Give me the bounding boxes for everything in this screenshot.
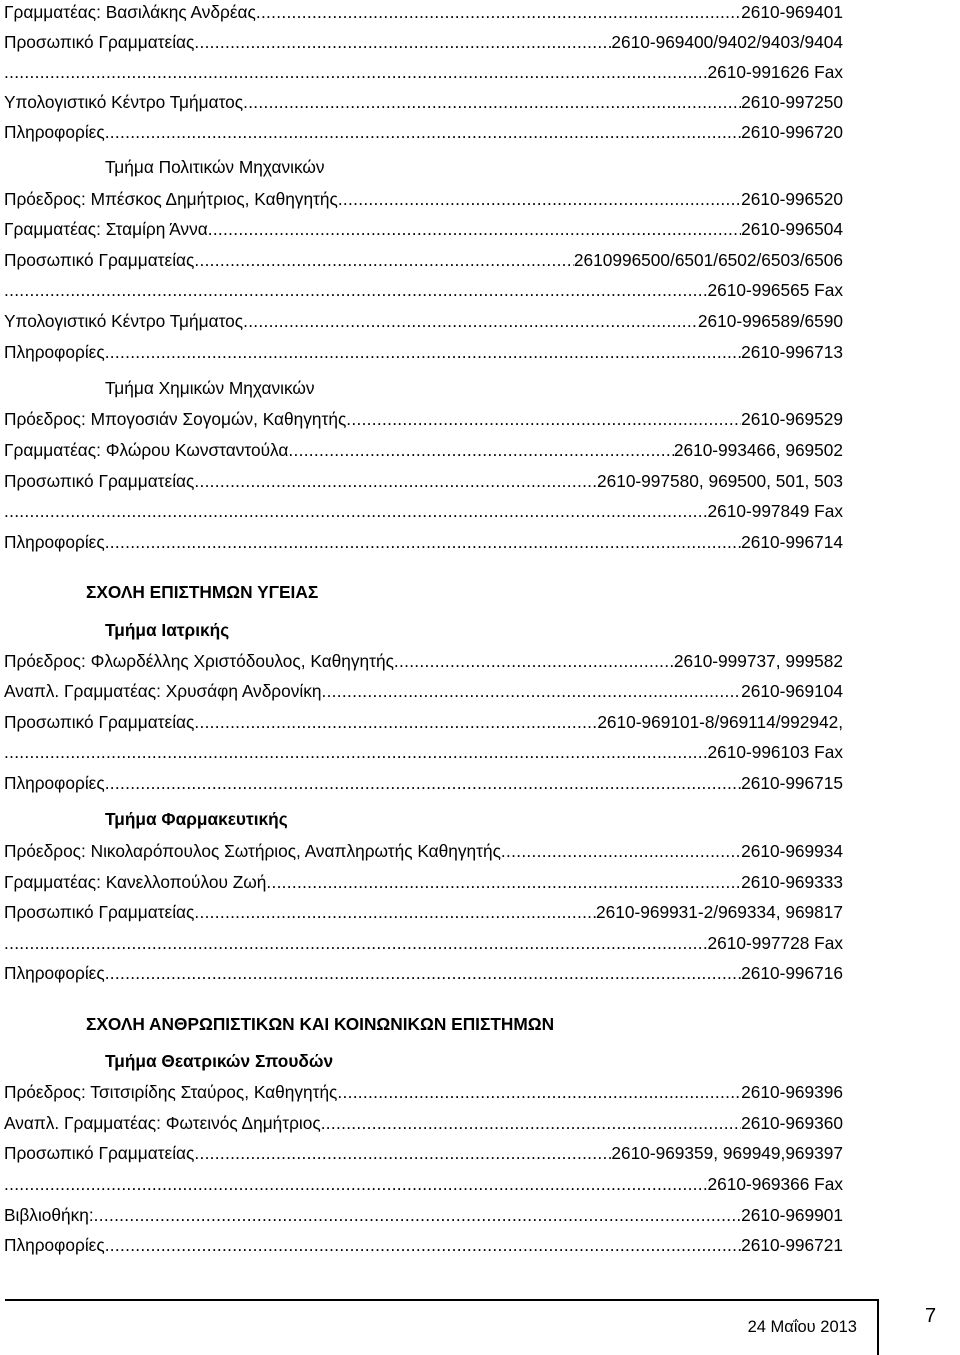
dot-leader — [288, 440, 673, 461]
entry-phone: 2610-996716 — [741, 963, 843, 983]
entry-label: Πρόεδρος: Νικολαρόπουλος Σωτήριος, Αναπληρωτής Καθηγητής — [4, 841, 501, 861]
dot-leader — [194, 902, 596, 923]
entry-label: Αναπλ. Γραμματέας: Χρυσάφη Ανδρονίκη — [4, 681, 322, 701]
directory-entry — [4, 1143, 843, 1165]
dot-leader — [256, 2, 741, 23]
directory-entry — [4, 1113, 843, 1135]
dot-leader — [501, 841, 741, 862]
entry-label: Προσωπικό Γραμματείας — [4, 250, 195, 270]
entry-phone: 2610-969901 — [741, 1205, 843, 1225]
entry-phone: 2610-996520 — [741, 189, 843, 209]
entry-label: Γραμματέας: Σταμίρη Άννα — [4, 219, 208, 239]
dot-leader — [4, 933, 708, 954]
department-heading: Τμήμα Φαρμακευτικής — [105, 809, 288, 829]
entry-label: Πληροφορίες — [4, 342, 105, 362]
directory-entry — [4, 1205, 843, 1227]
dot-leader — [321, 681, 741, 702]
entry-phone: 2610-996103 Fax — [707, 742, 843, 762]
directory-entry — [4, 409, 843, 431]
directory-entry — [4, 681, 843, 703]
entry-phone: 2610-997728 Fax — [707, 933, 843, 953]
department-heading: Τμήμα Θεατρικών Σπουδών — [105, 1051, 334, 1071]
entry-label: Γραμματέας: Βασιλάκης Ανδρέας — [4, 2, 256, 22]
entry-phone: 2610-996715 — [741, 773, 843, 793]
dot-leader — [194, 32, 611, 53]
directory-entry — [4, 122, 843, 144]
directory-entry — [4, 189, 843, 211]
footer-date: 24 Μαΐου 2013 — [747, 1318, 857, 1336]
entry-phone: 2610-996721 — [741, 1235, 843, 1255]
entry-phone: 2610-996714 — [741, 532, 843, 552]
directory-entry — [4, 773, 843, 795]
directory-entry — [4, 1082, 843, 1104]
directory-entry — [4, 311, 843, 333]
directory-entry — [4, 440, 843, 462]
dot-leader — [337, 1082, 741, 1103]
entry-label: Πληροφορίες — [4, 773, 105, 793]
entry-label: Αναπλ. Γραμματέας: Φωτεινός Δημήτριος — [4, 1113, 321, 1133]
entry-label: Υπολογιστικό Κέντρο Τμήματος — [4, 311, 244, 331]
entry-phone: 2610-993466, 969502 — [673, 440, 843, 460]
dot-leader — [243, 92, 741, 113]
directory-entry — [4, 32, 843, 54]
directory-entry — [4, 902, 843, 924]
entry-phone: 2610-969934 — [741, 841, 843, 861]
entry-phone: 2610-996720 — [741, 122, 843, 142]
entry-label: Πληροφορίες — [4, 1235, 105, 1255]
entry-phone: 2610-969333 — [741, 872, 843, 892]
entry-phone: 2610-969931-2/969334, 969817 — [596, 902, 843, 922]
directory-entry — [4, 841, 843, 863]
entry-phone: 2610-997849 Fax — [707, 501, 843, 521]
directory-entry — [4, 1235, 843, 1257]
dot-leader — [266, 872, 741, 893]
entry-phone: 2610-969359, 969949,969397 — [611, 1143, 843, 1163]
entry-label: Πρόεδρος: Μπέσκος Δημήτριος, Καθηγητής — [4, 189, 338, 209]
dot-leader — [346, 409, 741, 430]
entry-label: Γραμματέας: Κανελλοπούλου Ζωή — [4, 872, 267, 892]
directory-entry — [4, 1174, 843, 1196]
directory-entry — [4, 532, 843, 554]
department-heading: Τμήμα Ιατρικής — [105, 620, 230, 640]
entry-label: Πληροφορίες — [4, 122, 105, 142]
dot-leader — [105, 963, 741, 984]
school-heading: ΣΧΟΛΗ ΑΝΘΡΩΠΙΣΤΙΚΩΝ ΚΑΙ ΚΟΙΝΩΝΙΚΩΝ ΕΠΙΣΤΗΜΩΝ — [86, 1014, 555, 1034]
dot-leader — [194, 1143, 611, 1164]
school-heading: ΣΧΟΛΗ ΕΠΙΣΤΗΜΩΝ ΥΓΕΙΑΣ — [86, 582, 319, 602]
directory-entry — [4, 92, 843, 114]
dot-leader — [105, 342, 741, 363]
entry-phone: 2610-969104 — [741, 681, 843, 701]
dot-leader — [4, 501, 708, 522]
directory-entry — [4, 62, 843, 84]
directory-entry — [4, 219, 843, 241]
page-number: 7 — [925, 1305, 937, 1327]
directory-entry — [4, 250, 843, 272]
dot-leader — [105, 532, 741, 553]
dot-leader — [208, 219, 741, 240]
entry-phone: 2610-969366 Fax — [707, 1174, 843, 1194]
dot-leader — [4, 280, 708, 301]
entry-phone: 2610-969360 — [741, 1113, 843, 1133]
directory-entry — [4, 933, 843, 955]
entry-phone: 2610-996565 Fax — [707, 280, 843, 300]
entry-phone: 2610-996713 — [741, 342, 843, 362]
dot-leader — [321, 1113, 741, 1134]
entry-label: Προσωπικό Γραμματείας — [4, 1143, 195, 1163]
department-heading: Τμήμα Χημικών Μηχανικών — [105, 378, 315, 398]
dot-leader — [243, 311, 698, 332]
entry-label: Προσωπικό Γραμματείας — [4, 902, 195, 922]
dot-leader — [105, 773, 741, 794]
dot-leader — [4, 1174, 708, 1195]
entry-phone: 2610-997250 — [741, 92, 843, 112]
entry-phone: 2610-997580, 969500, 501, 503 — [596, 471, 843, 491]
entry-label: Πρόεδρος: Φλωρδέλλης Χριστόδουλος, Καθηγητής — [4, 651, 394, 671]
entry-label: Πληροφορίες — [4, 963, 105, 983]
entry-phone: 2610-996504 — [741, 219, 843, 239]
entry-label: Προσωπικό Γραμματείας — [4, 712, 195, 732]
dot-leader — [4, 62, 708, 83]
entry-label: Υπολογιστικό Κέντρο Τμήματος — [4, 92, 244, 112]
dot-leader — [94, 1205, 741, 1226]
dot-leader — [105, 1235, 741, 1256]
entry-phone: 2610-996589/6590 — [697, 311, 843, 331]
directory-entry — [4, 651, 843, 673]
entry-phone: 2610-991626 Fax — [707, 62, 843, 82]
entry-phone: 2610996500/6501/6502/6503/6506 — [573, 250, 843, 270]
dot-leader — [4, 742, 708, 763]
entry-phone: 2610-969401 — [741, 2, 843, 22]
entry-label: Πληροφορίες — [4, 532, 105, 552]
directory-entry — [4, 872, 843, 894]
directory-entry — [4, 280, 843, 302]
dot-leader — [338, 189, 741, 210]
directory-entry — [4, 712, 843, 734]
entry-phone: 2610-999737, 999582 — [673, 651, 843, 671]
entry-phone: 2610-969529 — [741, 409, 843, 429]
entry-phone: 2610-969396 — [741, 1082, 843, 1102]
entry-label: Προσωπικό Γραμματείας — [4, 471, 195, 491]
entry-label: Προσωπικό Γραμματείας — [4, 32, 195, 52]
entry-phone: 2610-969400/9402/9403/9404 — [611, 32, 843, 52]
directory-entry — [4, 963, 843, 985]
directory-entry — [4, 2, 843, 24]
department-heading: Τμήμα Πολιτικών Μηχανικών — [105, 157, 325, 177]
dot-leader — [194, 712, 597, 733]
entry-label: Πρόεδρος: Τσιτσιρίδης Σταύρος, Καθηγητής — [4, 1082, 338, 1102]
dot-leader — [394, 651, 674, 672]
directory-entry — [4, 342, 843, 364]
dot-leader — [194, 471, 597, 492]
entry-label: Γραμματέας: Φλώρου Κωνσταντούλα — [4, 440, 289, 460]
footer-page-divider — [877, 1299, 879, 1355]
dot-leader — [105, 122, 741, 143]
directory-entry — [4, 742, 843, 764]
directory-entry — [4, 471, 843, 493]
dot-leader — [194, 250, 574, 271]
footer-divider — [5, 1299, 878, 1301]
entry-phone: 2610-969101-8/969114/992942, — [597, 712, 843, 732]
directory-entry — [4, 501, 843, 523]
entry-label: Βιβλιοθήκη: — [4, 1205, 94, 1225]
entry-label: Πρόεδρος: Μπογοσιάν Σογομών, Καθηγητής — [4, 409, 347, 429]
